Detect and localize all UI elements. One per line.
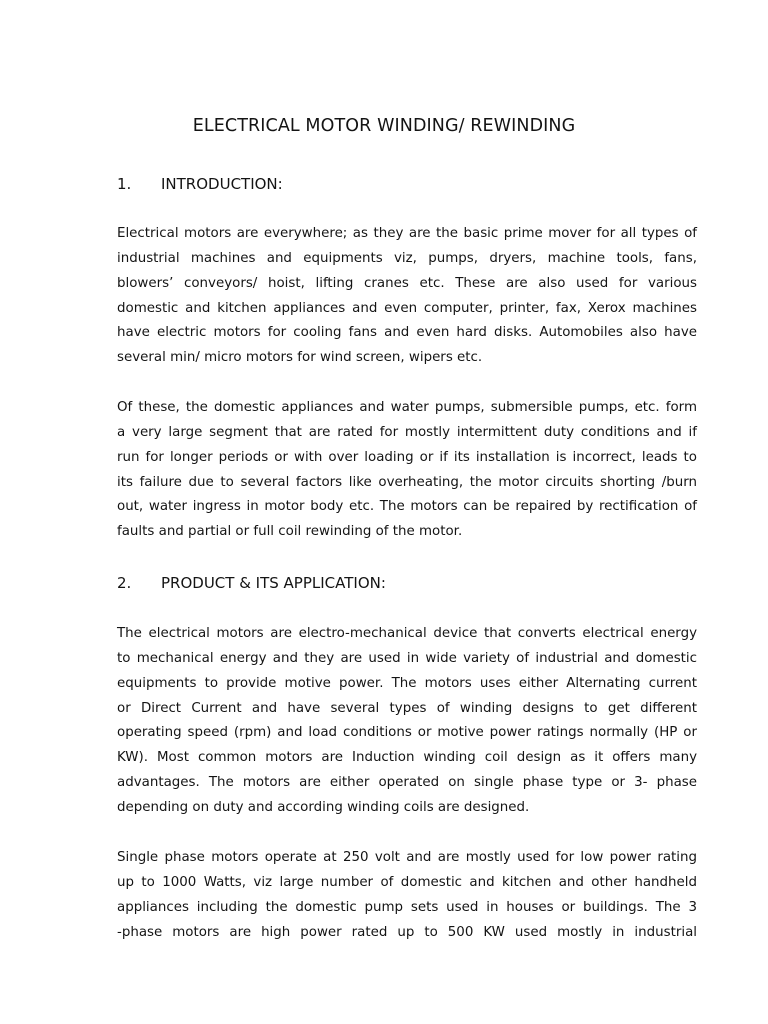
text-line: The electrical motors are electro-mechanical device that converts electrical energy — [117, 626, 697, 641]
text-line: to mechanical energy and they are used in wide variety of industrial and domestic — [117, 650, 697, 666]
section-title: INTRODUCTION: — [161, 175, 283, 193]
text-line: advantages. The motors are either operated on single phase type or 3- phase — [117, 775, 697, 791]
document-title: ELECTRICAL MOTOR WINDING/ REWINDING — [192, 116, 576, 136]
section-title: PRODUCT & ITS APPLICATION: — [161, 574, 386, 592]
text-line: run for longer periods or with over loading or if its installation is incorrect, leads to — [117, 449, 697, 465]
section-number: 2. — [117, 574, 132, 592]
text-line: Single phase motors operate at 250 volt and are mostly used for low power rating — [117, 850, 697, 865]
paragraph-product-2 — [117, 846, 697, 945]
text-line: Of these, the domestic appliances and water pumps, submersible pumps, etc. form — [117, 400, 697, 415]
text-line: Electrical motors are everywhere; as they are the basic prime mover for all types of — [117, 226, 697, 241]
text-line: appliances including the domestic pump sets used in houses or buildings. The 3 — [117, 899, 697, 915]
text-line: up to 1000 Watts, viz large number of domestic and kitchen and other handheld — [117, 874, 697, 890]
text-line: domestic and kitchen appliances and even computer, printer, fax, Xerox machines — [117, 300, 697, 316]
text-line: industrial machines and equipments viz, pumps, dryers, machine tools, fans, — [117, 250, 697, 266]
paragraph-intro-2 — [117, 396, 697, 545]
section-number: 1. — [117, 175, 132, 193]
text-line: depending on duty and according winding coils are designed. — [117, 799, 530, 815]
text-line: have electric motors for cooling fans and even hard disks. Automobiles also have — [117, 325, 697, 341]
paragraph-intro-1 — [117, 222, 697, 371]
text-line: a very large segment that are rated for mostly intermittent duty conditions and if — [117, 424, 697, 440]
text-line: its failure due to several factors like overheating, the motor circuits shorting /burn — [117, 474, 697, 490]
text-line: equipments to provide motive power. The motors uses either Alternating current — [117, 675, 697, 691]
text-line: blowers’ conveyors/ hoist, lifting cranes etc. These are also used for various — [117, 275, 697, 291]
text-line: or Direct Current and have several types of winding designs to get different — [117, 700, 697, 716]
text-line: out, water ingress in motor body etc. The motors can be repaired by rectification of — [117, 499, 697, 515]
text-line: several min/ micro motors for wind screen, wipers etc. — [117, 350, 483, 366]
text-line: operating speed (rpm) and load conditions or motive power ratings normally (HP or — [117, 725, 697, 741]
text-line: KW). Most common motors are Induction winding coil design as it offers many — [117, 750, 697, 766]
text-line: -phase motors are high power rated up to 500 KW used mostly in industrial — [117, 924, 697, 940]
section-heading-introduction — [117, 175, 283, 193]
section-heading-product-application — [117, 574, 386, 592]
text-line: faults and partial or full coil rewinding of the motor. — [117, 524, 463, 540]
paragraph-product-1 — [117, 622, 697, 821]
